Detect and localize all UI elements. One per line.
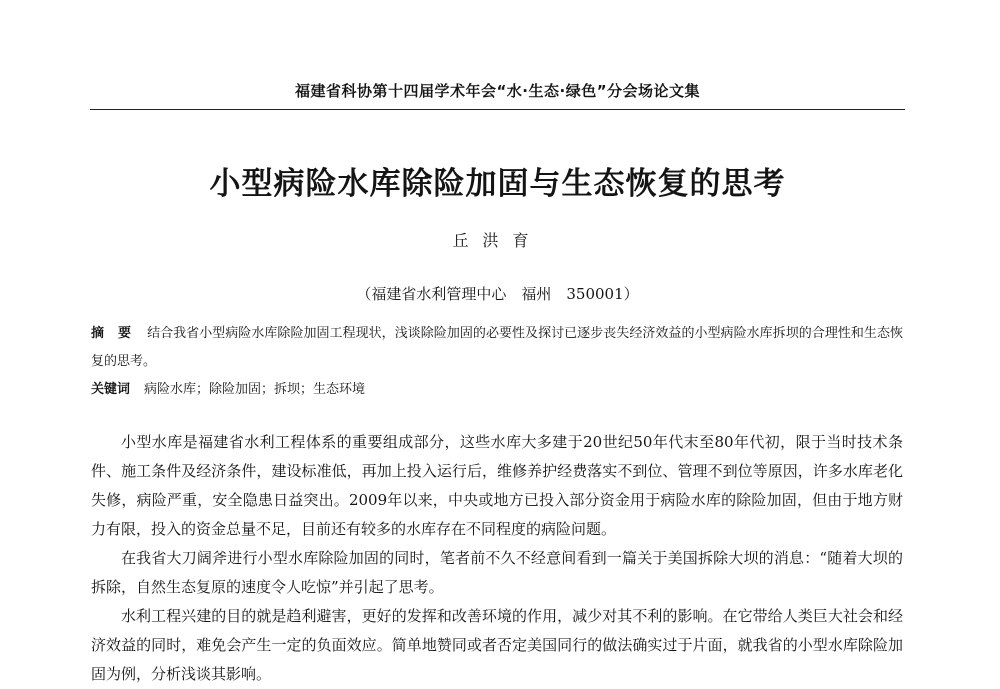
paper-title: 小型病险水库除险加固与生态恢复的思考 (209, 166, 786, 202)
paragraph: 水利工程兴建的目的就是趋利避害，更好的发挥和改善环境的作用，减少对其不利的影响。在它带给人类巨大社会和经济效益的同时，难免会产生一定的负面效应。简单地赞同或者否定美国同行的做法确实过于片面，就我省的小型水库除险加固为例，分析浅谈其影响。 (91, 607, 903, 683)
abstract-text: 结合我省小型病险水库除险加固工程现状，浅谈除险加固的必要性及探讨已逐步丧失经济效益的小型病险水库拆坝的合理性和生态恢复的思考。 (91, 326, 903, 369)
abstract (91, 320, 903, 376)
author-name: 丘洪育 (452, 231, 543, 250)
running-header: 福建省科协第十四届学术年会“水·生态·绿色”分会场论文集 (294, 82, 701, 100)
paragraph: 小型水库是福建省水利工程体系的重要组成部分，这些水库大多建于20世纪50年代末至80年代初，限于当时技术条件、施工条件及经济条件，建设标准低，再加上投入运行后，维修养护经费落实不到位、管理不到位等原因，许多水库老化失修，病险严重，安全隐患日益突出。2009年以来，中央或地方已投入部分资金用于病险水库的除险加固，但由于地方财力有限，投入的资金总量不足，目前还有较多的水库存在不同程度的病险问题。 (91, 433, 903, 538)
keywords (91, 376, 903, 404)
keywords-text: 病险水库；除险加固；拆坝；生态环境 (144, 382, 366, 397)
body-text (91, 428, 903, 689)
paragraph: 在我省大刀阔斧进行小型水库除险加固的同时，笔者前不久不经意间看到一篇关于美国拆除大坝的消息：“随着大坝的拆除，自然生态复原的速度令人吃惊”并引起了思考。 (91, 549, 903, 596)
header-divider (90, 109, 905, 110)
abstract-label: 摘要 (91, 326, 146, 341)
keywords-label: 关键词 (91, 382, 131, 397)
affiliation: （福建省水利管理中心 福州 350001） (356, 285, 639, 303)
